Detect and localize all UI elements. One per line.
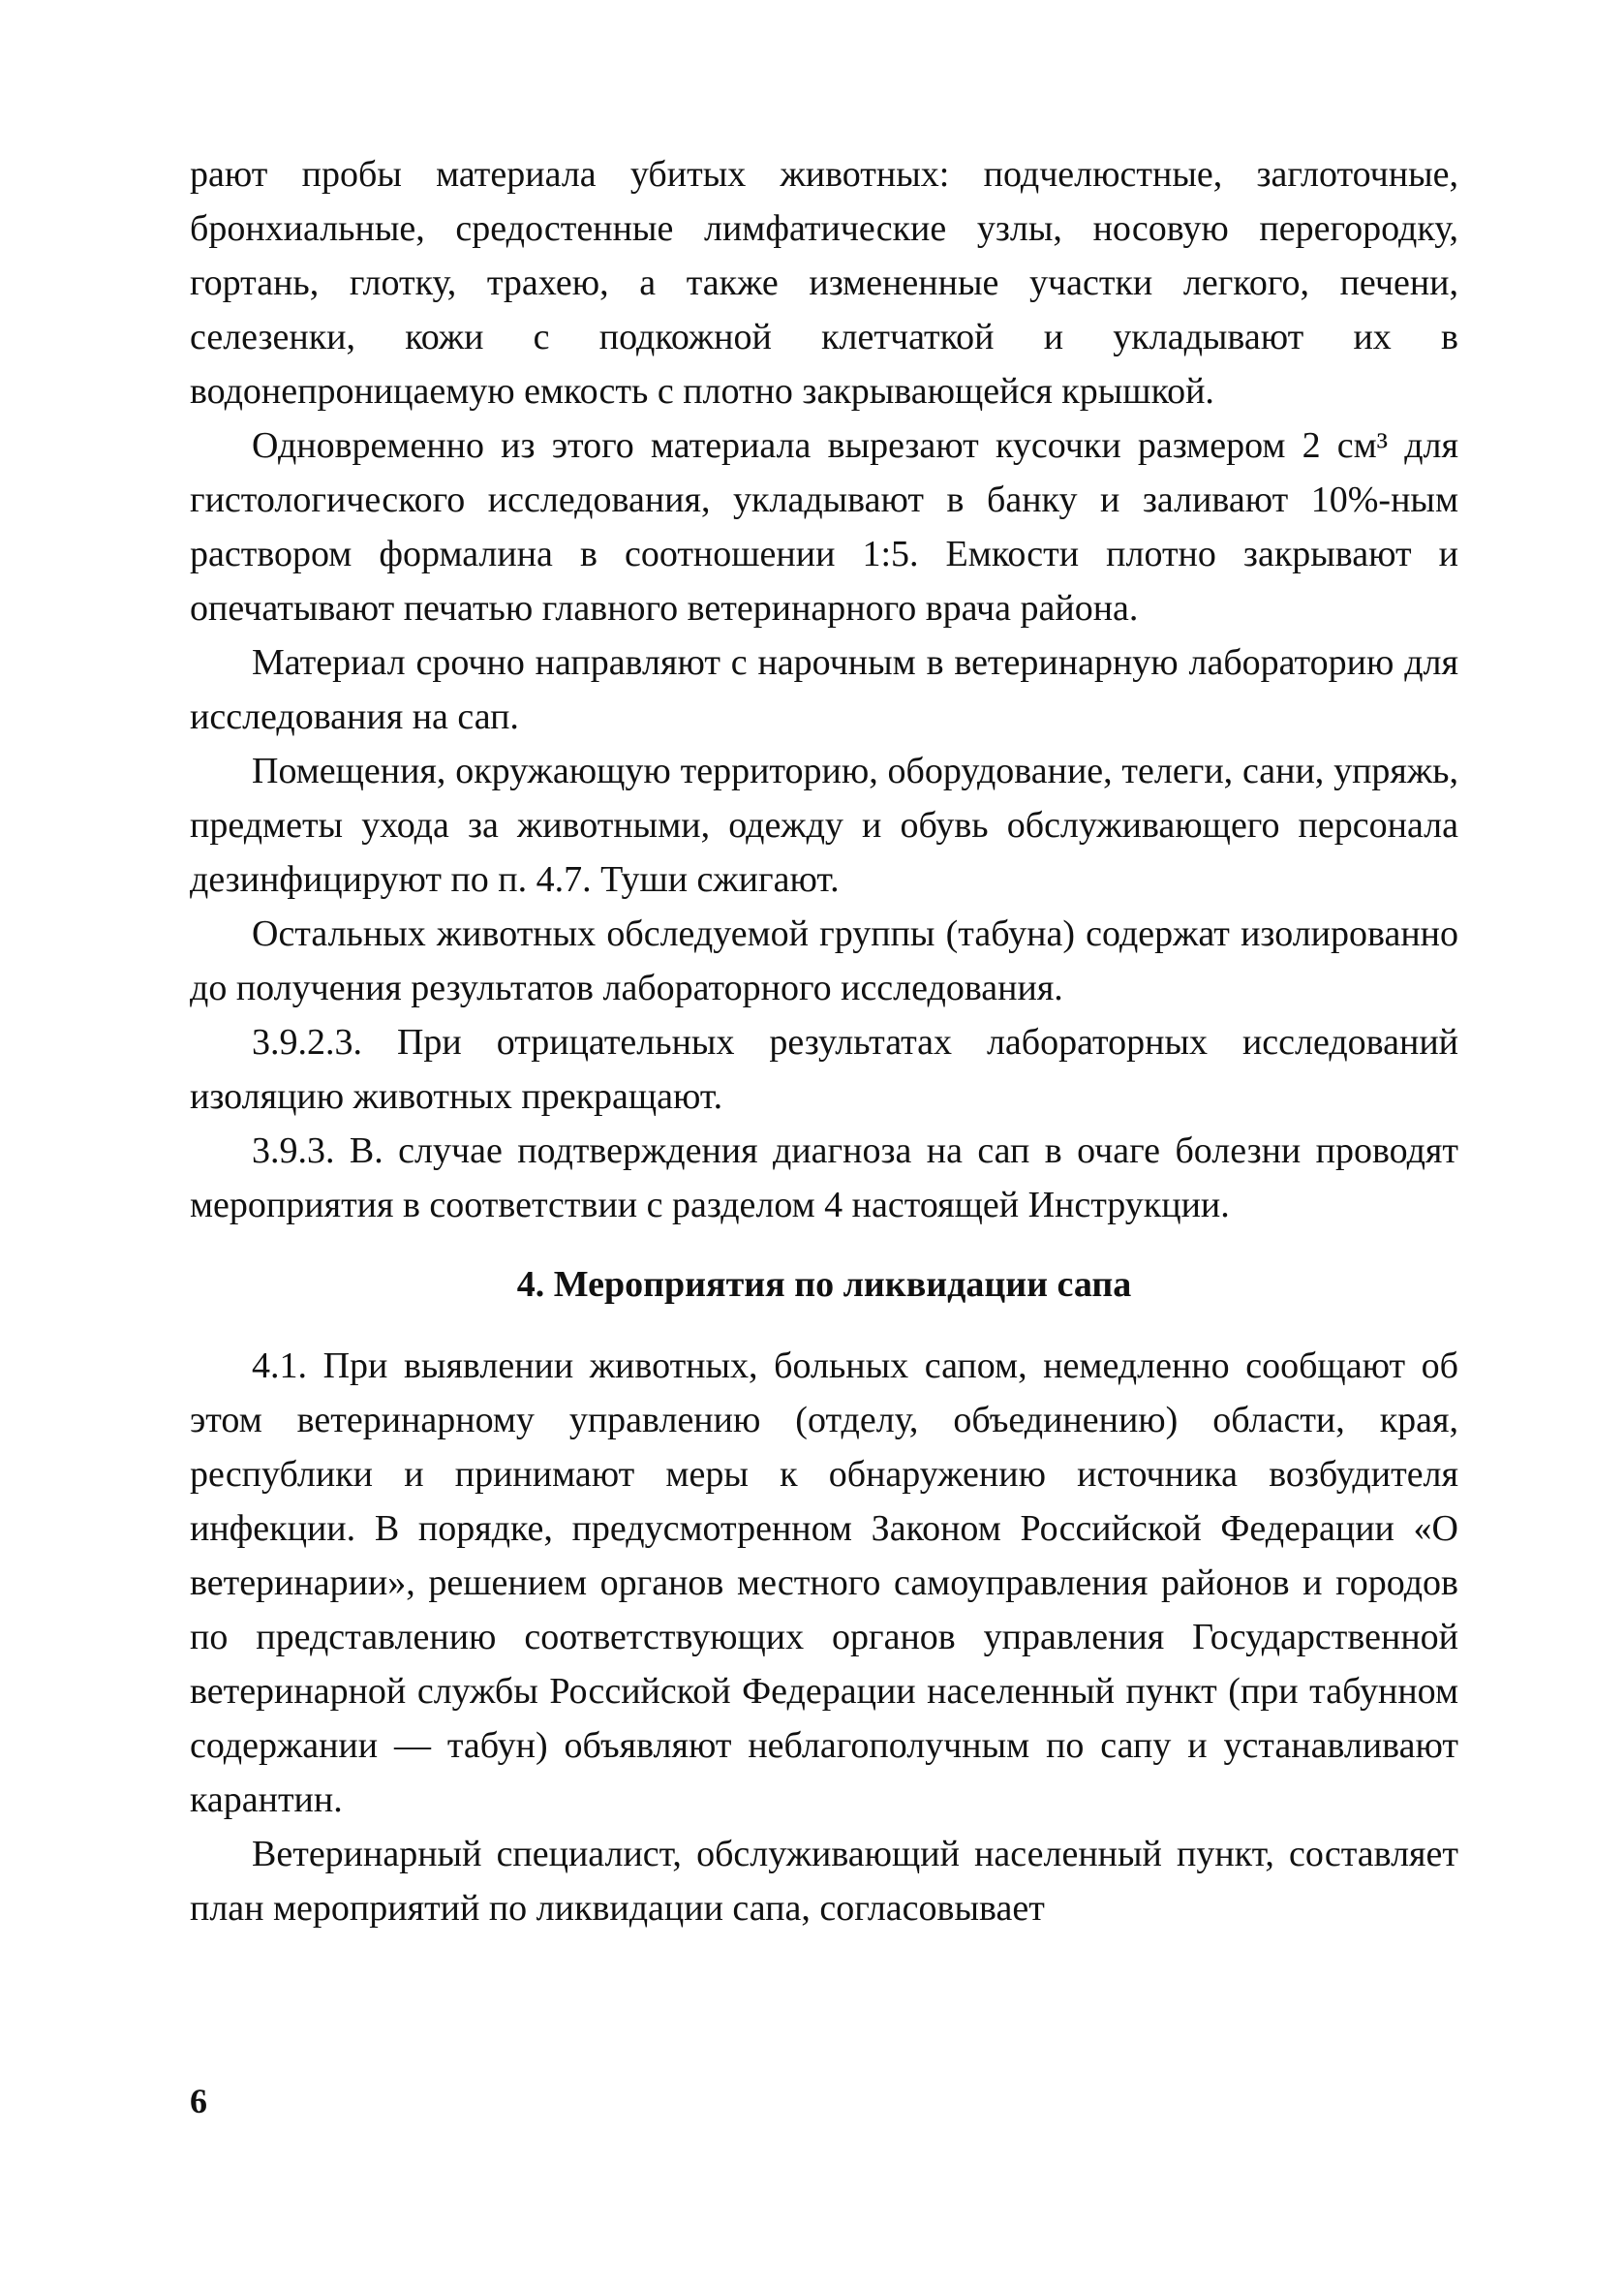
paragraph-plan: Ветеринарный специалист, обслуживающий населенный пункт, составляет план мероприятий по ликвидации сапа, согласовывает <box>190 1834 1458 1929</box>
paragraph-3-9-2-3: 3.9.2.3. При отрицательных результатах лабораторных исследований изоляцию животных прекращают. <box>190 1022 1458 1117</box>
paragraph-histology: Одновременно из этого материала вырезают кусочки размером 2 см³ для гистологического исследования, укладывают в банку и заливают 10%-ным раствором формалина в соотношении 1:5. Емкости плотно закрывают и опечатывают печатью главного ветеринарного врача района. <box>190 425 1458 629</box>
paragraph-sample-collection: рают пробы материала убитых животных: подчелюстные, заглоточные, бронхиальные, средостенные лимфатические узлы, носовую перегородку, гортань, глотку, трахею, а также измененные участки легкого, печени, селезенки, кожи с подкожной клетчаткой и укладывают их в водонепроницаемую емкость с плотно закрывающейся крышкой. <box>190 154 1458 412</box>
paragraph-3-9-3: 3.9.3. В. случае подтверждения диагноза на сап в очаге болезни проводят мероприятия в соответствии с разделом 4 настоящей Инструкции. <box>190 1130 1458 1225</box>
paragraph-disinfection: Помещения, окружающую территорию, оборудование, телеги, сани, упряжь, предметы ухода за животными, одежду и обувь обслуживающего персонала дезинфицируют по п. 4.7. Туши сжигают. <box>190 751 1458 900</box>
body-text <box>190 147 1458 1935</box>
paragraph-send-material: Материал срочно направляют с нарочным в ветеринарную лабораторию для исследования на сап. <box>190 642 1458 737</box>
paragraph-4-1: 4.1. При выявлении животных, больных сапом, немедленно сообщают об этом ветеринарному управлению (отделу, объединению) области, края, республики и принимают меры к обнаружению источника возбудителя инфекции. В порядке, предусмотренном Законом Российской Федерации «О ветеринарии», решением органов местного самоуправления районов и городов по представлению соответствующих органов управления Государственной ветеринарной службы Российской Федерации населенный пункт (при табунном содержании — табун) объявляют неблагополучным по сапу и устанавливают карантин. <box>190 1345 1458 1820</box>
paragraph-isolation: Остальных животных обследуемой группы (табуна) содержат изолированно до получения результатов лабораторного исследования. <box>190 913 1458 1008</box>
page-number: 6 <box>190 2082 207 2120</box>
section-heading: 4. Мероприятия по ликвидации сапа <box>516 1264 1132 1305</box>
